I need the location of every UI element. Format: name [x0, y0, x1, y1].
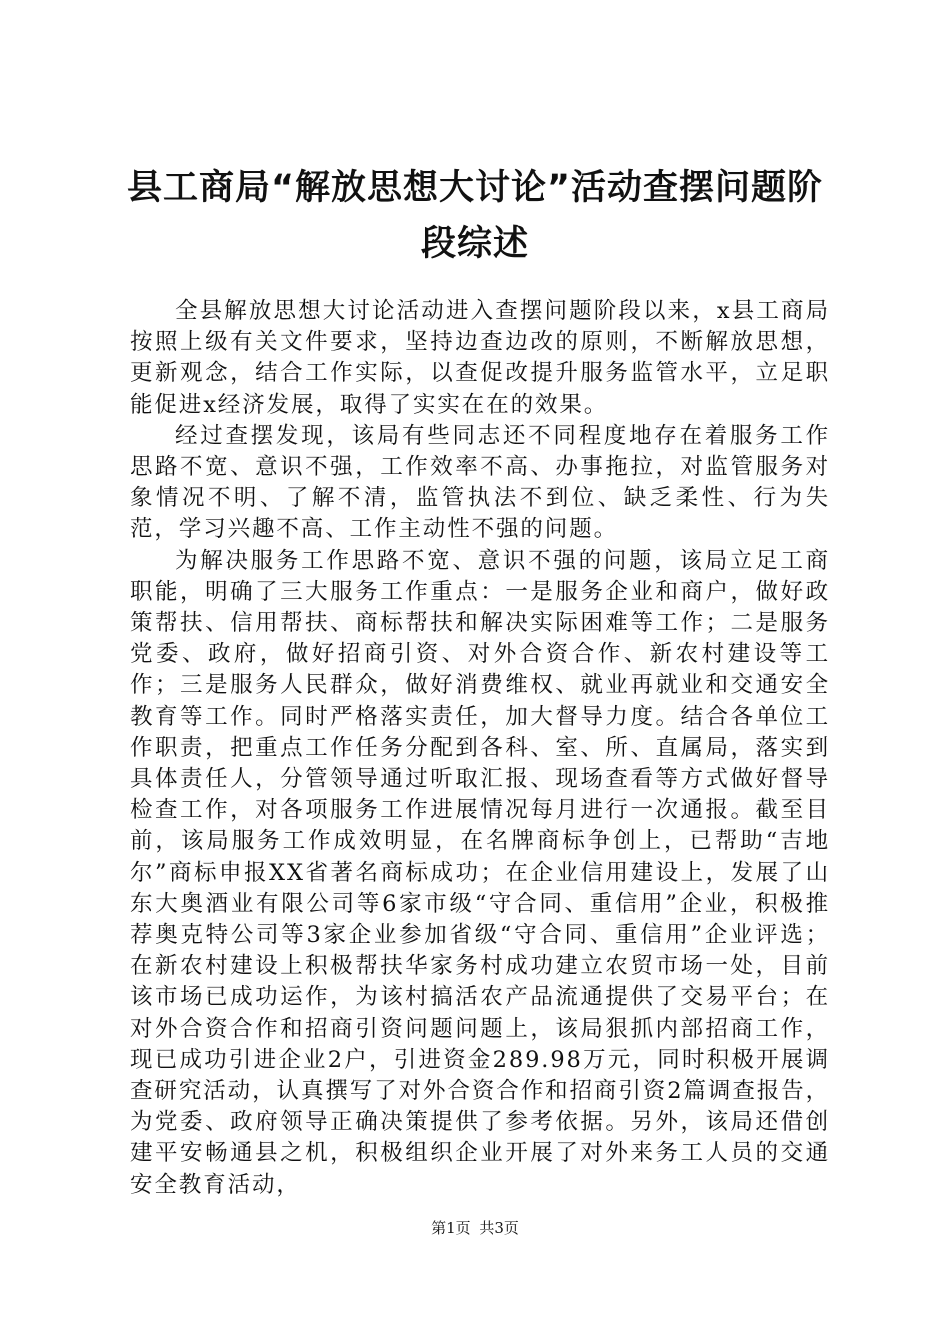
document-title: 县工商局“解放思想大讨论”活动查摆问题阶段综述: [126, 168, 823, 264]
paragraph-findings: 经过查摆发现，该局有些同志还不同程度地存在着服务工作思路不宽、意识不强，工作效率不高、办事拖拉，对监管服务对象情况不明、了解不清，监管执法不到位、缺乏柔性、行为失范，学习兴趣不高、工作主动性不强的问题。: [130, 422, 830, 543]
document-body: [130, 296, 830, 1201]
page-total: 共3页: [479, 1219, 519, 1237]
paragraph-measures: 为解决服务工作思路不宽、意识不强的问题，该局立足工商职能，明确了三大服务工作重点：一是服务企业和商户，做好政策帮扶、信用帮扶、商标帮扶和解决实际困难等工作；二是服务党委、政府，做好招商引资、对外合资合作、新农村建设等工作；三是服务人民群众，做好消费维权、就业再就业和交通安全教育等工作。同时严格落实责任，加大督导力度。结合各单位工作职责，把重点工作任务分配到各科、室、所、直属局，落实到具体责任人，分管领导通过听取汇报、现场查看等方式做好督导检查工作，对各项服务工作进展情况每月进行一次通报。截至目前，该局服务工作成效明显，在名牌商标争创上，已帮助“吉地尔”商标申报XX省著名商标成功；在企业信用建设上，发展了山东大奥酒业有限公司等6家市级“守合同、重信用”企业，积极推荐奥克特公司等3家企业参加省级“守合同、重信用”企业评选；在新农村建设上积极帮扶华家务村成功建立农贸市场一处，目前该市场已成功运作，为该村搞活农产品流通提供了交易平台；在对外合资合作和招商引资问题问题上，该局狠抓内部招商工作，现已成功引进企业2户，引进资金289.98万元，同时积极开展调查研究活动，认真撰写了对外合资合作和招商引资2篇调查报告，为党委、政府领导正确决策提供了参考依据。另外，该局还借创建平安畅通县之机，积极组织企业开展了对外来务工人员的交通安全教育活动，: [130, 547, 830, 1198]
page-footer: [0, 1218, 950, 1238]
paragraph-intro: 全县解放思想大讨论活动进入查摆问题阶段以来，x县工商局按照上级有关文件要求，坚持边查边改的原则，不断解放思想，更新观念，结合工作实际，以查促改提升服务监管水平，立足职能促进x经济发展，取得了实实在在的效果。: [130, 298, 830, 418]
page-number: 第1页: [431, 1219, 471, 1237]
